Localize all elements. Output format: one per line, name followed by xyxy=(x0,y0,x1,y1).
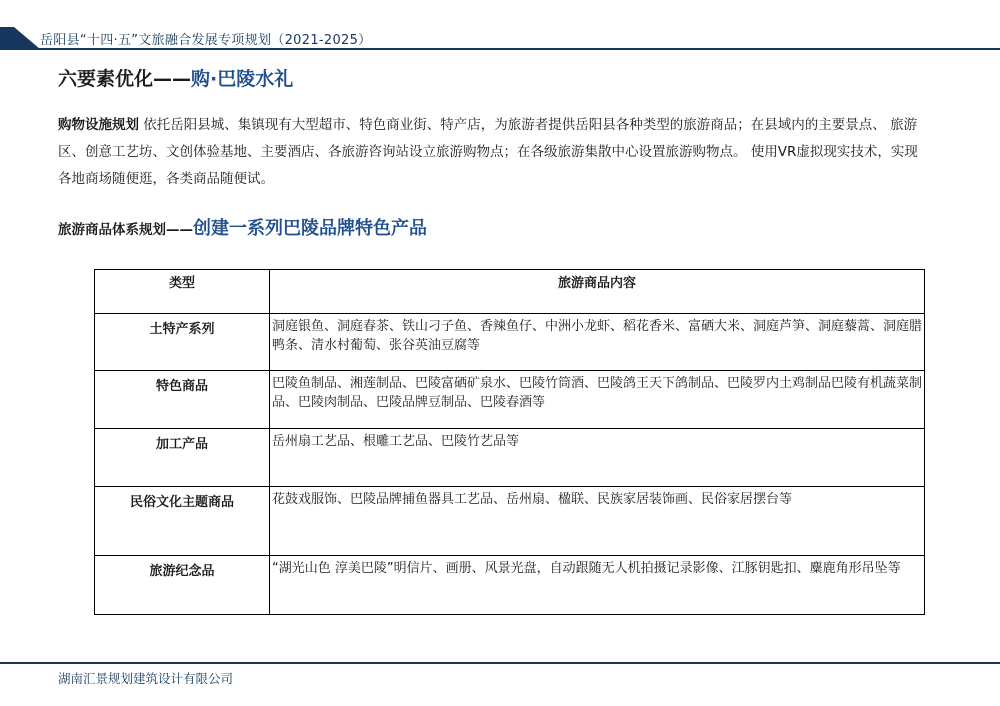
table-header-row xyxy=(95,270,925,314)
footer-divider xyxy=(0,662,1000,664)
table-row xyxy=(95,487,925,556)
table-row xyxy=(95,371,925,429)
subsection-title-prefix: 旅游商品体系规划—— xyxy=(58,222,193,238)
row-content: 洞庭银鱼、洞庭春茶、铁山刁子鱼、香辣鱼仔、中洲小龙虾、稻花香米、富硒大米、洞庭芦笋、洞庭藜蒿、洞庭腊鸭条、清水村葡萄、张谷英油豆腐等 xyxy=(270,314,925,371)
section-title-prefix: 六要素优化—— xyxy=(58,68,192,90)
footer-company: 湖南汇景规划建筑设计有限公司 xyxy=(58,671,234,686)
intro-text: 依托岳阳县城、集镇现有大型超市、特色商业街、特产店，为旅游者提供岳阳县各种类型的旅游商品；在县域内的主要景点、 旅游区、创意工艺坊、文创体验基地、主要酒店、各旅游咨询站设立旅游购物点；在各级旅游集散中心设置旅游购物点。 使用VR虚拟现实技术，实现各地商场随便逛，各类商品随便试。 xyxy=(58,117,918,187)
subsection-title-accent: 创建一系列巴陵品牌特色产品 xyxy=(193,218,427,239)
section-title-accent: 购·巴陵水礼 xyxy=(191,68,294,90)
header-decor-triangle xyxy=(14,27,40,49)
intro-paragraph xyxy=(58,112,928,193)
document-header-title: 岳阳县“十四·五”文旅融合发展专项规划（2021-2025） xyxy=(40,33,372,48)
subsection-title xyxy=(58,214,427,240)
table-row xyxy=(95,314,925,371)
row-content: 巴陵鱼制品、湘莲制品、巴陵富硒矿泉水、巴陵竹筒酒、巴陵鸽王天下鸽制品、巴陵罗内土鸡制品巴陵有机蔬菜制品、巴陵肉制品、巴陵品牌豆制品、巴陵春酒等 xyxy=(270,371,925,429)
header-divider xyxy=(0,48,1000,50)
row-category: 旅游纪念品 xyxy=(95,556,270,615)
row-content: 花鼓戏服饰、巴陵品牌捕鱼器具工艺品、岳州扇、楹联、民族家居装饰画、民俗家居摆台等 xyxy=(270,487,925,556)
tourism-product-table xyxy=(94,269,925,615)
table-row xyxy=(95,556,925,615)
row-content: “湖光山色 淳美巴陵”明信片、画册、风景光盘，自动跟随无人机拍摄记录影像、江豚钥匙扣、麋鹿角形吊坠等 xyxy=(270,556,925,615)
section-title xyxy=(58,64,293,91)
row-category: 民俗文化主题商品 xyxy=(95,487,270,556)
intro-label: 购物设施规划 xyxy=(58,117,139,133)
row-category: 加工产品 xyxy=(95,429,270,487)
row-content: 岳州扇工艺品、根雕工艺品、巴陵竹艺品等 xyxy=(270,429,925,487)
header-content: 旅游商品内容 xyxy=(270,270,925,314)
row-category: 特色商品 xyxy=(95,371,270,429)
header-type: 类型 xyxy=(95,270,270,314)
header-decor-block xyxy=(0,27,14,49)
row-category: 土特产系列 xyxy=(95,314,270,371)
table-row xyxy=(95,429,925,487)
